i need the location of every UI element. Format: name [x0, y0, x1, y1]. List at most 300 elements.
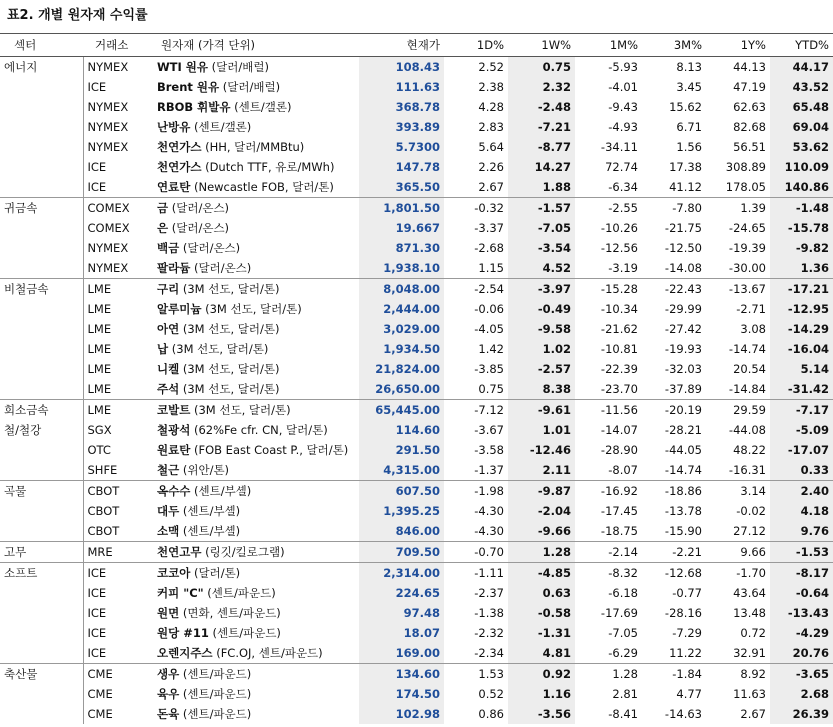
- table-row: [0, 319, 833, 339]
- header-3m: 3M%: [642, 34, 706, 57]
- exchange-cell: NYMEX: [83, 117, 153, 137]
- commodity-name: 천연가스: [157, 140, 202, 154]
- exchange-cell: ICE: [83, 583, 153, 603]
- exchange-cell: ICE: [83, 563, 153, 584]
- return-1w-cell: -9.61: [508, 400, 575, 421]
- return-1y-cell: 3.14: [740, 484, 766, 498]
- return-ytd-cell: 69.04: [770, 117, 833, 137]
- return-3m-cell: -27.42: [664, 322, 702, 336]
- return-1w-cell: -3.56: [508, 704, 575, 724]
- sector-cell: 귀금속: [4, 201, 38, 215]
- commodity-unit: (3M 선도, 달러/톤): [179, 362, 280, 376]
- commodity-name: 난방유: [157, 120, 191, 134]
- price-cell: 108.43: [359, 57, 444, 78]
- commodity-name: 은: [157, 221, 169, 235]
- sector-cell: [0, 521, 83, 542]
- return-3m-cell: 3.45: [676, 80, 702, 94]
- commodity-cell: [153, 57, 359, 78]
- price-cell: 607.50: [359, 481, 444, 502]
- return-1d-cell: -2.34: [444, 643, 508, 664]
- commodity-name: 원당 #11: [157, 626, 209, 640]
- return-1d-cell: -2.37: [474, 586, 504, 600]
- return-1d-cell: -3.37: [474, 221, 504, 235]
- table-row: [0, 279, 833, 300]
- commodity-cell: [153, 501, 359, 521]
- commodity-cell: [153, 157, 359, 177]
- return-3m-cell: -21.75: [664, 221, 702, 235]
- return-1d-cell: 5.64: [478, 140, 504, 154]
- commodity-name: WTI 원유: [157, 60, 209, 74]
- commodity-cell: [153, 198, 359, 219]
- return-3m-cell: -28.21: [664, 423, 702, 437]
- header-1m: 1M%: [575, 34, 642, 57]
- sector-cell: [0, 77, 83, 97]
- return-1y-cell: -24.65: [728, 221, 766, 235]
- return-1w-cell: 8.38: [508, 379, 575, 400]
- commodity-cell: [153, 684, 359, 704]
- commodity-cell: [153, 137, 359, 157]
- return-ytd-cell: 26.39: [770, 704, 833, 724]
- return-ytd-cell: 20.76: [770, 643, 833, 664]
- commodity-unit: (달러/온스): [179, 241, 241, 255]
- commodity-cell: [153, 420, 359, 440]
- commodity-name: 주석: [157, 382, 180, 396]
- return-1w-cell: -4.85: [508, 563, 575, 584]
- return-3m-cell: -14.63: [664, 707, 702, 721]
- return-3m-cell: -12.50: [664, 241, 702, 255]
- return-3m-cell: 11.22: [642, 643, 706, 664]
- return-1w-cell: -1.31: [508, 623, 575, 643]
- return-3m-cell: -19.93: [664, 342, 702, 356]
- return-1w-cell: 4.81: [508, 643, 575, 664]
- commodity-cell: [153, 481, 359, 502]
- table-row: [0, 400, 833, 421]
- return-1m-cell: -10.26: [600, 221, 638, 235]
- return-1y-cell: -30.00: [706, 258, 770, 279]
- exchange-cell: ICE: [83, 603, 153, 623]
- return-3m-cell: 4.77: [676, 687, 702, 701]
- commodity-cell: [153, 177, 359, 198]
- return-1y-cell: 47.19: [733, 80, 766, 94]
- return-ytd-cell: -1.53: [770, 542, 833, 563]
- table-row: [0, 684, 833, 704]
- return-1y-cell: 62.63: [733, 100, 766, 114]
- return-1d-cell: -4.30: [444, 521, 508, 542]
- return-1w-cell: -2.04: [508, 501, 575, 521]
- table-row: [0, 460, 833, 481]
- commodity-name: 구리: [157, 282, 180, 296]
- return-ytd-cell: 9.76: [770, 521, 833, 542]
- return-ytd-cell: 0.33: [770, 460, 833, 481]
- sector-cell: 소프트: [4, 566, 38, 580]
- return-1d-cell: 2.83: [478, 120, 504, 134]
- return-ytd-cell: 53.62: [770, 137, 833, 157]
- commodity-unit: (센트/파운드): [203, 586, 276, 600]
- exchange-cell: LME: [83, 319, 153, 339]
- commodity-unit: (62%Fe cfr. CN, 달러/톤): [190, 423, 328, 437]
- return-1w-cell: 1.28: [508, 542, 575, 563]
- table-row: [0, 420, 833, 440]
- return-3m-cell: -13.78: [664, 504, 702, 518]
- commodity-cell: [153, 77, 359, 97]
- return-ytd-cell: 5.14: [770, 359, 833, 379]
- commodity-unit: (센트/파운드): [208, 626, 281, 640]
- table-body: [0, 57, 833, 725]
- return-3m-cell: -7.29: [672, 626, 702, 640]
- commodity-unit: (센트/파운드): [179, 687, 252, 701]
- return-3m-cell: -22.43: [664, 282, 702, 296]
- return-1d-cell: 1.53: [478, 667, 504, 681]
- price-cell: 291.50: [359, 440, 444, 460]
- commodity-cell: [153, 583, 359, 603]
- exchange-cell: NYMEX: [83, 97, 153, 117]
- commodity-unit: (달러/온스): [168, 221, 230, 235]
- exchange-cell: NYMEX: [83, 57, 153, 78]
- return-1d-cell: 2.67: [444, 177, 508, 198]
- return-3m-cell: -7.80: [672, 201, 702, 215]
- return-1y-cell: 9.66: [706, 542, 770, 563]
- price-cell: 871.30: [359, 238, 444, 258]
- sector-cell: 희소금속: [4, 403, 49, 417]
- return-1m-cell: -12.56: [600, 241, 638, 255]
- commodity-unit: (위안/톤): [179, 463, 230, 477]
- return-1w-cell: 0.92: [508, 664, 575, 685]
- price-cell: 3,029.00: [359, 319, 444, 339]
- exchange-cell: ICE: [83, 157, 153, 177]
- commodity-cell: [153, 258, 359, 279]
- price-cell: 26,650.00: [359, 379, 444, 400]
- exchange-cell: NYMEX: [83, 258, 153, 279]
- commodity-name: 원료탄: [157, 443, 191, 457]
- return-1m-cell: -8.41: [608, 707, 638, 721]
- exchange-cell: COMEX: [83, 198, 153, 219]
- exchange-cell: SHFE: [83, 460, 153, 481]
- return-1y-cell: 20.54: [733, 362, 766, 376]
- commodity-cell: [153, 643, 359, 664]
- header-price: 현재가: [359, 34, 444, 57]
- return-1d-cell: -2.68: [474, 241, 504, 255]
- table-row: [0, 704, 833, 724]
- return-1w-cell: 4.52: [508, 258, 575, 279]
- return-1y-cell: 178.05: [706, 177, 770, 198]
- price-cell: 18.07: [359, 623, 444, 643]
- sector-cell: [0, 460, 83, 481]
- return-ytd-cell: 2.40: [770, 481, 833, 502]
- return-ytd-cell: -17.21: [770, 279, 833, 300]
- commodity-cell: [153, 299, 359, 319]
- return-ytd-cell: 65.48: [770, 97, 833, 117]
- exchange-cell: LME: [83, 379, 153, 400]
- return-1m-cell: -22.39: [600, 362, 638, 376]
- table-row: [0, 481, 833, 502]
- commodity-unit: (센트/부셸): [179, 524, 241, 538]
- commodity-unit: (센트/부셸): [179, 504, 241, 518]
- commodity-name: 옥수수: [157, 484, 191, 498]
- return-3m-cell: -29.99: [664, 302, 702, 316]
- return-ytd-cell: 2.68: [770, 684, 833, 704]
- price-cell: 174.50: [359, 684, 444, 704]
- return-1w-cell: -2.48: [508, 97, 575, 117]
- return-3m-cell: 8.13: [676, 60, 702, 74]
- return-1w-cell: 1.88: [508, 177, 575, 198]
- sector-cell: [0, 177, 83, 198]
- commodity-unit: (HH, 달러/MMBtu): [201, 140, 305, 154]
- exchange-cell: LME: [83, 279, 153, 300]
- return-ytd-cell: -13.43: [770, 603, 833, 623]
- return-1d-cell: -7.12: [474, 403, 504, 417]
- return-3m-cell: 6.71: [676, 120, 702, 134]
- commodity-cell: [153, 704, 359, 724]
- return-1d-cell: 0.52: [478, 687, 504, 701]
- commodity-cell: [153, 379, 359, 400]
- table-row: [0, 157, 833, 177]
- exchange-cell: SGX: [83, 420, 153, 440]
- commodity-name: 팔라듐: [157, 261, 191, 275]
- return-1m-cell: -8.07: [575, 460, 642, 481]
- return-1m-cell: -7.05: [608, 626, 638, 640]
- return-3m-cell: -14.08: [642, 258, 706, 279]
- return-1w-cell: 1.01: [508, 420, 575, 440]
- return-3m-cell: -14.74: [642, 460, 706, 481]
- header-ytd: YTD%: [770, 34, 833, 57]
- return-1y-cell: 56.51: [733, 140, 766, 154]
- commodity-unit: (달러/온스): [190, 261, 252, 275]
- commodity-unit: (센트/갤론): [190, 120, 252, 134]
- return-1w-cell: -7.05: [508, 218, 575, 238]
- return-ytd-cell: 110.09: [770, 157, 833, 177]
- exchange-cell: ICE: [83, 77, 153, 97]
- return-1y-cell: -1.70: [736, 566, 766, 580]
- return-ytd-cell: -9.82: [770, 238, 833, 258]
- return-1d-cell: -1.38: [474, 606, 504, 620]
- sector-cell: [0, 299, 83, 319]
- commodity-cell: [153, 319, 359, 339]
- return-3m-cell: -20.19: [664, 403, 702, 417]
- return-1y-cell: 13.48: [733, 606, 766, 620]
- return-ytd-cell: 1.36: [770, 258, 833, 279]
- commodity-unit: (달러/온스): [168, 201, 230, 215]
- commodity-cell: [153, 339, 359, 359]
- commodity-unit: (센트/파운드): [179, 667, 252, 681]
- exchange-cell: LME: [83, 400, 153, 421]
- return-1w-cell: 1.02: [508, 339, 575, 359]
- sector-cell: 철/철강: [4, 423, 42, 437]
- return-1y-cell: -44.08: [728, 423, 766, 437]
- commodity-cell: [153, 521, 359, 542]
- commodity-name: 천연가스: [157, 160, 202, 174]
- price-cell: 97.48: [359, 603, 444, 623]
- return-3m-cell: -2.21: [642, 542, 706, 563]
- header-1w: 1W%: [508, 34, 575, 57]
- return-1d-cell: -2.54: [474, 282, 504, 296]
- return-1m-cell: -2.55: [608, 201, 638, 215]
- exchange-cell: CBOT: [83, 501, 153, 521]
- return-1y-cell: 48.22: [733, 443, 766, 457]
- commodity-cell: [153, 238, 359, 258]
- return-ytd-cell: 140.86: [770, 177, 833, 198]
- return-1y-cell: 1.39: [740, 201, 766, 215]
- return-1m-cell: -8.32: [608, 566, 638, 580]
- table-row: [0, 137, 833, 157]
- return-1d-cell: -1.98: [474, 484, 504, 498]
- return-1w-cell: 0.75: [508, 57, 575, 78]
- table-row: [0, 57, 833, 78]
- return-1y-cell: 0.72: [740, 626, 766, 640]
- return-1y-cell: -19.39: [728, 241, 766, 255]
- price-cell: 1,934.50: [359, 339, 444, 359]
- price-cell: 8,048.00: [359, 279, 444, 300]
- return-1d-cell: -0.06: [474, 302, 504, 316]
- commodity-unit: (3M 선도, 달러/톤): [190, 403, 291, 417]
- commodity-cell: [153, 664, 359, 685]
- exchange-cell: CBOT: [83, 481, 153, 502]
- return-1w-cell: -7.21: [508, 117, 575, 137]
- return-3m-cell: -28.16: [664, 606, 702, 620]
- return-1w-cell: -2.57: [508, 359, 575, 379]
- return-1m-cell: -18.75: [575, 521, 642, 542]
- return-ytd-cell: -1.48: [770, 198, 833, 219]
- commodity-cell: [153, 603, 359, 623]
- commodity-unit: (달러/배럴): [208, 60, 269, 74]
- exchange-cell: NYMEX: [83, 137, 153, 157]
- return-3m-cell: -0.77: [672, 586, 702, 600]
- exchange-cell: ICE: [83, 177, 153, 198]
- return-1y-cell: -13.67: [728, 282, 766, 296]
- table-row: [0, 359, 833, 379]
- exchange-cell: LME: [83, 339, 153, 359]
- return-ytd-cell: -4.29: [770, 623, 833, 643]
- return-1m-cell: -17.45: [600, 504, 638, 518]
- return-1m-cell: -6.18: [608, 586, 638, 600]
- commodity-name: 금: [157, 201, 169, 215]
- exchange-cell: LME: [83, 299, 153, 319]
- exchange-cell: ICE: [83, 623, 153, 643]
- commodity-cell: [153, 440, 359, 460]
- return-ytd-cell: -14.29: [770, 319, 833, 339]
- table-row: [0, 583, 833, 603]
- return-1d-cell: 0.75: [444, 379, 508, 400]
- commodity-name: 대두: [157, 504, 180, 518]
- commodity-name: 아연: [157, 322, 180, 336]
- return-ytd-cell: -0.64: [770, 583, 833, 603]
- commodity-cell: [153, 279, 359, 300]
- price-cell: 365.50: [359, 177, 444, 198]
- commodity-name: 원면: [157, 606, 180, 620]
- return-1m-cell: -2.14: [575, 542, 642, 563]
- price-cell: 21,824.00: [359, 359, 444, 379]
- sector-cell: [0, 359, 83, 379]
- return-3m-cell: -1.84: [672, 667, 702, 681]
- price-cell: 147.78: [359, 157, 444, 177]
- return-1m-cell: -16.92: [600, 484, 638, 498]
- price-cell: 709.50: [359, 542, 444, 563]
- return-1m-cell: 72.74: [605, 160, 638, 174]
- return-3m-cell: 1.56: [676, 140, 702, 154]
- return-1w-cell: -3.97: [508, 279, 575, 300]
- commodity-unit: (달러/톤): [190, 566, 241, 580]
- return-1m-cell: -14.07: [600, 423, 638, 437]
- commodity-name: 코발트: [157, 403, 191, 417]
- commodity-unit: (Dutch TTF, 유로/MWh): [201, 160, 335, 174]
- table-row: [0, 501, 833, 521]
- commodity-cell: [153, 563, 359, 584]
- return-1y-cell: 29.59: [733, 403, 766, 417]
- table-row: [0, 77, 833, 97]
- table-row: [0, 177, 833, 198]
- return-1m-cell: -17.69: [600, 606, 638, 620]
- sector-cell: 비철금속: [4, 282, 49, 296]
- price-cell: 4,315.00: [359, 460, 444, 481]
- sector-cell: [0, 137, 83, 157]
- commodity-name: RBOB 휘발유: [157, 100, 231, 114]
- price-cell: 65,445.00: [359, 400, 444, 421]
- commodity-unit: (3M 선도, 달러/톤): [168, 342, 269, 356]
- return-1m-cell: -6.29: [575, 643, 642, 664]
- return-1w-cell: -8.77: [508, 137, 575, 157]
- sector-cell: [0, 258, 83, 279]
- commodity-unit: (Newcastle FOB, 달러/톤): [190, 180, 334, 194]
- price-cell: 169.00: [359, 643, 444, 664]
- return-3m-cell: -18.86: [664, 484, 702, 498]
- commodity-returns-table: [0, 33, 833, 724]
- header-row: [0, 34, 833, 57]
- table-row: [0, 664, 833, 685]
- commodity-unit: (센트/부셸): [190, 484, 252, 498]
- exchange-cell: COMEX: [83, 218, 153, 238]
- commodity-name: Brent 원유: [157, 80, 220, 94]
- sector-cell: 축산물: [4, 667, 38, 681]
- sector-cell: [0, 603, 83, 623]
- return-1y-cell: 8.92: [740, 667, 766, 681]
- commodity-name: 육우: [157, 687, 180, 701]
- return-1m-cell: 1.28: [612, 667, 638, 681]
- price-cell: 1,395.25: [359, 501, 444, 521]
- return-1w-cell: -3.54: [508, 238, 575, 258]
- table-row: [0, 218, 833, 238]
- return-1m-cell: -21.62: [600, 322, 638, 336]
- commodity-name: 돈육: [157, 707, 180, 721]
- return-1y-cell: 2.67: [740, 707, 766, 721]
- commodity-name: 생우: [157, 667, 180, 681]
- sector-cell: [0, 501, 83, 521]
- commodity-cell: [153, 359, 359, 379]
- commodity-cell: [153, 400, 359, 421]
- return-3m-cell: 17.38: [669, 160, 702, 174]
- header-sector: 섹터: [0, 34, 83, 57]
- commodity-name: 알루미늄: [157, 302, 202, 316]
- return-1y-cell: -16.31: [706, 460, 770, 481]
- sector-cell: [0, 117, 83, 137]
- sector-cell: [0, 238, 83, 258]
- sector-cell: 에너지: [4, 60, 38, 74]
- return-ytd-cell: 4.18: [770, 501, 833, 521]
- price-cell: 1,938.10: [359, 258, 444, 279]
- commodity-cell: [153, 623, 359, 643]
- exchange-cell: CBOT: [83, 521, 153, 542]
- table-row: [0, 643, 833, 664]
- commodity-cell: [153, 97, 359, 117]
- commodity-unit: (면화, 센트/파운드): [179, 606, 281, 620]
- price-cell: 2,314.00: [359, 563, 444, 584]
- price-cell: 134.60: [359, 664, 444, 685]
- table-row: [0, 258, 833, 279]
- return-1m-cell: -23.70: [575, 379, 642, 400]
- commodity-name: 커피 "C": [157, 586, 204, 600]
- return-1d-cell: 4.28: [478, 100, 504, 114]
- return-1d-cell: -2.32: [474, 626, 504, 640]
- header-1d: 1D%: [444, 34, 508, 57]
- return-1y-cell: 3.08: [740, 322, 766, 336]
